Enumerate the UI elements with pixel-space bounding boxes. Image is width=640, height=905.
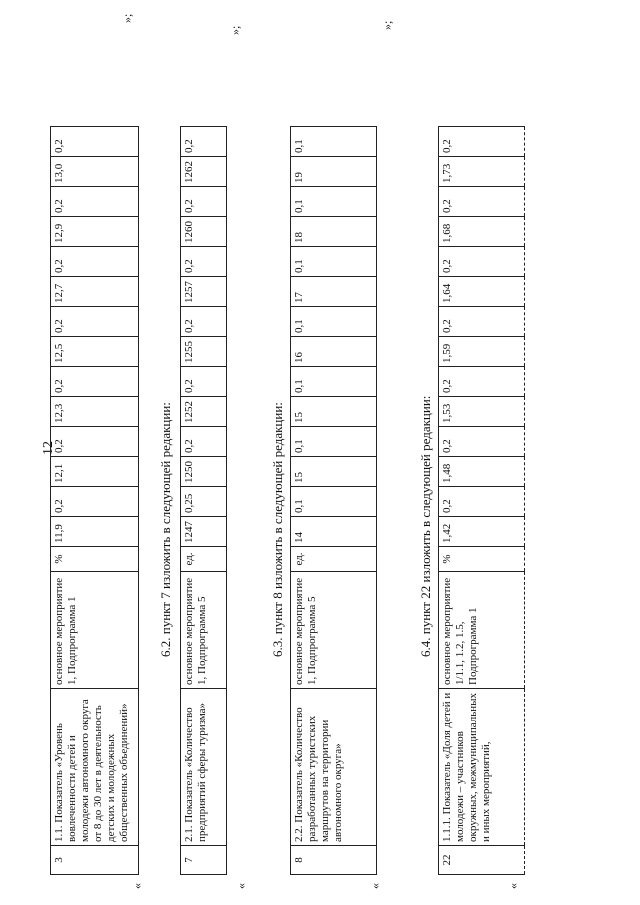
value-cell: 1,68: [439, 217, 525, 247]
value-cell: 1255: [181, 337, 227, 367]
value-cell: 0,2: [51, 127, 139, 157]
value-cell: 12,5: [51, 337, 139, 367]
value-cell: 16: [291, 337, 377, 367]
event-cell: основное мероприятие 1, Подпрограмма 1: [51, 572, 139, 689]
section-heading: 6.3. пункт 8 изложить в следующей редакции:: [270, 402, 285, 657]
value-cell: 1250: [181, 457, 227, 487]
row-number: 8: [291, 846, 377, 875]
value-cell: 12,1: [51, 457, 139, 487]
value-cell: 0,2: [181, 187, 227, 217]
value-cell: 1,53: [439, 397, 525, 427]
section-heading: 6.2. пункт 7 изложить в следующей редакции:: [158, 402, 173, 657]
value-cell: 12,9: [51, 217, 139, 247]
value-cell: 0,2: [439, 427, 525, 457]
rotated-content: [50, 13, 610, 889]
row-number: 3: [51, 846, 139, 875]
value-cell: 0,1: [291, 367, 377, 397]
row-number: 22: [439, 846, 525, 875]
indicator-name: 2.1. Показатель «Количество предприятий сферы туризма»: [181, 689, 227, 846]
table-row: [439, 127, 525, 875]
value-cell: 12,7: [51, 277, 139, 307]
value-cell: 14: [291, 517, 377, 547]
value-cell: 1,59: [439, 337, 525, 367]
value-cell: 1,73: [439, 157, 525, 187]
value-cell: 1262: [181, 157, 227, 187]
value-cell: 0,2: [181, 127, 227, 157]
value-cell: 11,9: [51, 517, 139, 547]
close-quote: »;: [228, 25, 242, 35]
open-quote: «: [368, 883, 382, 889]
indicator-table: [180, 126, 227, 875]
value-cell: 0,1: [291, 427, 377, 457]
value-cell: 0,2: [181, 427, 227, 457]
open-quote: «: [506, 883, 520, 889]
value-cell: 0,2: [51, 427, 139, 457]
indicator-table: [50, 126, 139, 875]
row-number: 7: [181, 846, 227, 875]
value-cell: 0,2: [181, 247, 227, 277]
value-cell: 0,1: [291, 247, 377, 277]
open-quote: «: [234, 883, 248, 889]
indicator-name: 2.2. Показатель «Количество разработанных туристских маршрутов на территории автономного округа»: [291, 689, 377, 846]
value-cell: 1247: [181, 517, 227, 547]
value-cell: 0,1: [291, 127, 377, 157]
value-cell: 12,3: [51, 397, 139, 427]
event-cell: основное мероприятие 1, Подпрограмма 5: [291, 572, 377, 689]
value-cell: 0,2: [51, 307, 139, 337]
value-cell: 0,2: [439, 187, 525, 217]
value-cell: 1,48: [439, 457, 525, 487]
value-cell: 0,2: [439, 367, 525, 397]
value-cell: 0,1: [291, 487, 377, 517]
value-cell: 0,1: [291, 307, 377, 337]
indicator-name: 1.1. Показатель «Уровень вовлеченности детей и молодежи автономного округа от 8 до 30 лет в деятельность детских и молодежных общественных объединений»: [51, 689, 139, 846]
page-number: 12: [41, 441, 56, 455]
value-cell: 0,2: [439, 247, 525, 277]
close-quote: »;: [120, 13, 134, 23]
value-cell: 1260: [181, 217, 227, 247]
value-cell: 13,0: [51, 157, 139, 187]
value-cell: 0,2: [51, 487, 139, 517]
value-cell: 1,64: [439, 277, 525, 307]
open-quote: «: [130, 883, 144, 889]
value-cell: 1257: [181, 277, 227, 307]
value-cell: 0,2: [439, 127, 525, 157]
value-cell: 17: [291, 277, 377, 307]
value-cell: 1,42: [439, 517, 525, 547]
value-cell: 0,2: [439, 307, 525, 337]
table-row: [51, 127, 139, 875]
value-cell: 1252: [181, 397, 227, 427]
event-cell: основное мероприятие 1/1.1, 1.2, 1.5, Подпрограмма 1: [439, 572, 525, 689]
value-cell: 0,25: [181, 487, 227, 517]
table-row: [291, 127, 377, 875]
value-cell: 0,1: [291, 187, 377, 217]
unit-cell: ед.: [181, 547, 227, 572]
table-row: [181, 127, 227, 875]
value-cell: 0,2: [181, 307, 227, 337]
unit-cell: ед.: [291, 547, 377, 572]
value-cell: 0,2: [181, 367, 227, 397]
unit-cell: %: [439, 547, 525, 572]
value-cell: 15: [291, 457, 377, 487]
unit-cell: %: [51, 547, 139, 572]
value-cell: 19: [291, 157, 377, 187]
section-heading: 6.4. пункт 22 изложить в следующей редакции:: [418, 395, 433, 657]
indicator-name: 1.1.1. Показатель «Доля детей и молодежи – участников окружных, межмуниципальных и иных мероприятий,: [439, 689, 525, 846]
close-quote: »;: [380, 20, 394, 30]
event-cell: основное мероприятие 1, Подпрограмма 5: [181, 572, 227, 689]
value-cell: 0,2: [51, 367, 139, 397]
value-cell: 0,2: [51, 247, 139, 277]
indicator-table: [290, 126, 377, 875]
value-cell: 0,2: [51, 187, 139, 217]
value-cell: 0,2: [439, 487, 525, 517]
indicator-table: [438, 126, 525, 875]
value-cell: 15: [291, 397, 377, 427]
value-cell: 18: [291, 217, 377, 247]
